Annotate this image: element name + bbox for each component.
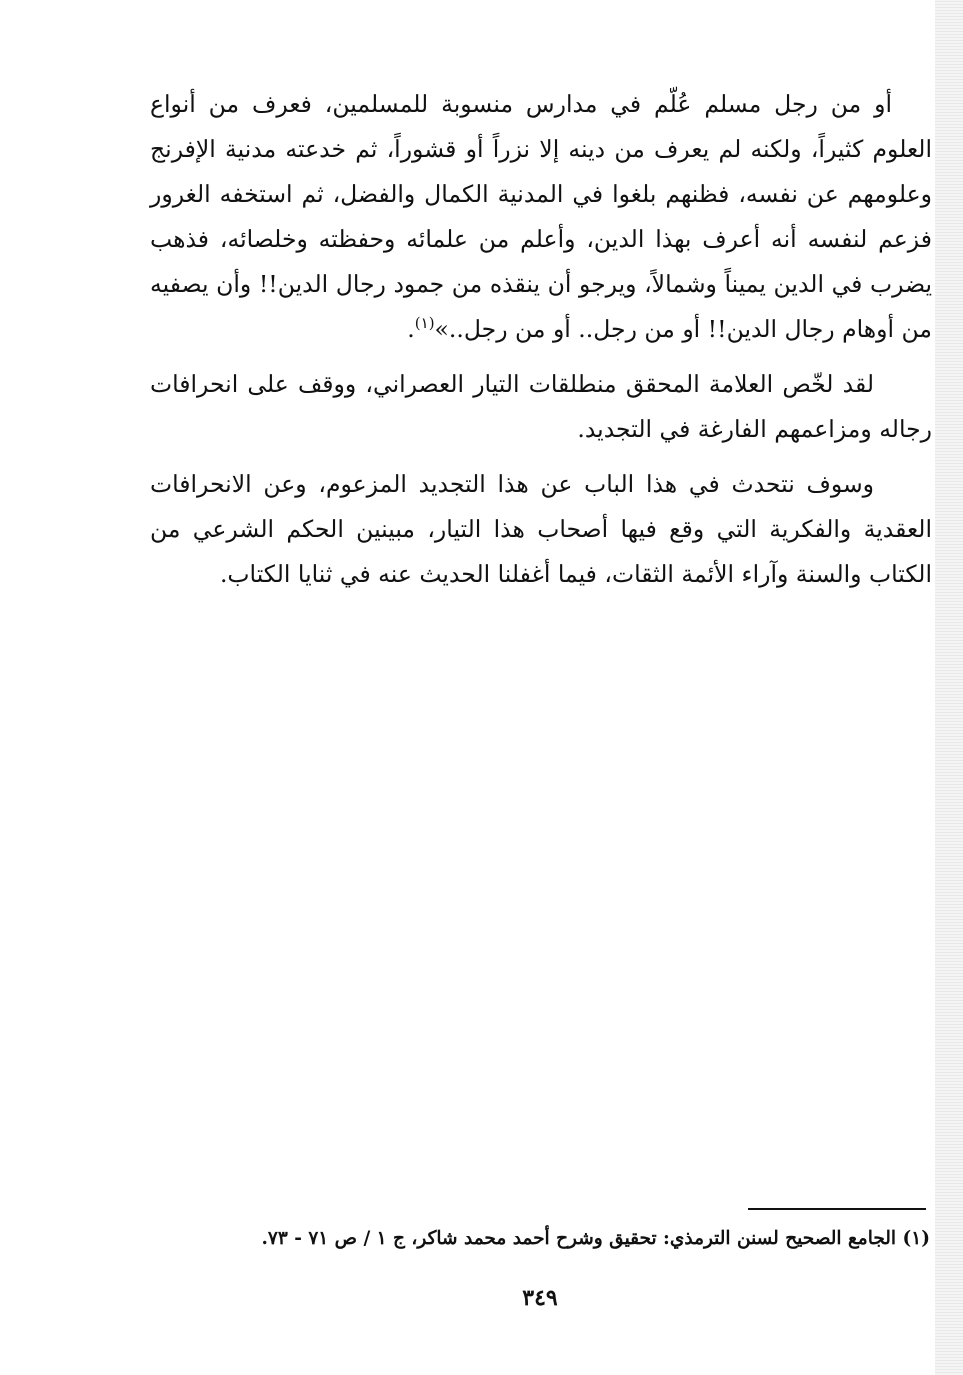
paragraph-1-text: أو من رجل مسلم عُلّم في مدارس منسوبة للمسلمين، فعرف من أنواع العلوم كثيراً، ولكنه لم يعرف من دينه إلا نزراً أو قشوراً، ثم خدعته مدنية الإفرنج وعلومهم عن نفسه، فظنهم بلغوا في المدنية الكمال والفضل، ثم استخفه الغرور فزعم لنفسه أنه أعرف بهذا الدين، وأعلم من علمائه وحفظته وخلصائه، فذهب يضرب في الدين يميناً وشمالاً، ويرجو أن ينقذه من جمود رجال الدين!! وأن يصفيه من أوهام رجال الدين!! أو من رجل.. أو من رجل..»: [150, 90, 932, 343]
paragraph-2-text: لقد لخّص العلامة المحقق منطلقات التيار العصراني، ووقف على انحرافات رجاله ومزاعمهم الفارغة في التجديد.: [150, 370, 932, 443]
paragraph-1: [150, 82, 932, 352]
footnote: [150, 1224, 930, 1254]
paragraph-2: [150, 362, 932, 452]
footnote-text: الجامع الصحيح لسنن الترمذي: تحقيق وشرح أحمد محمد شاكر، ج ١ / ص ٧١ - ٧٣.: [261, 1228, 897, 1249]
paragraph-3-text: وسوف نتحدث في هذا الباب عن هذا التجديد المزعوم، وعن الانحرافات العقدية والفكرية التي وقع فيها أصحاب هذا التيار، مبينين الحكم الشرعي من الكتاب والسنة وآراء الأئمة الثقات، فيما أغفلنا الحديث عنه في ثنايا الكتاب.: [150, 470, 932, 588]
paragraph-3: [150, 462, 932, 597]
body-text: [150, 82, 932, 597]
footnote-marker: (١): [902, 1228, 930, 1249]
page-number: ٣٤٩: [522, 1285, 558, 1311]
scan-edge: [935, 0, 963, 1375]
paragraph-1-ending: .: [407, 315, 415, 343]
footnote-reference: (١): [414, 314, 435, 333]
footnote-separator: [748, 1208, 926, 1210]
